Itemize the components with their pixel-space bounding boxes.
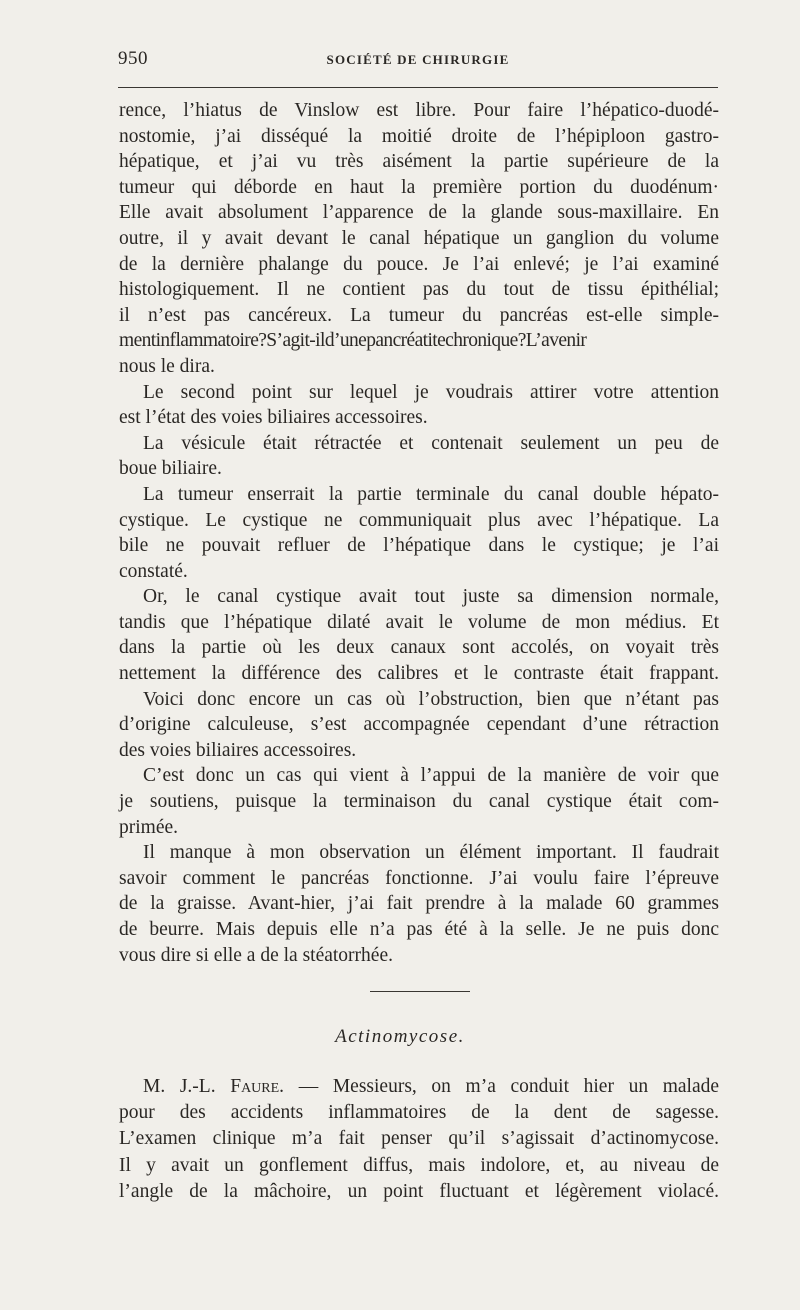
text-line: vous dire si elle a de la stéatorrhée. [119, 944, 393, 966]
page-number: 950 [118, 48, 148, 69]
text-line: primée. [119, 816, 179, 838]
text-line: La vésicule était rétractée et contenait seulement un peu de [143, 432, 719, 454]
text-line: dans la partie où les deux canaux sont accolés, on voyait très [119, 637, 719, 659]
text-line: L’examen clinique m’a fait penser qu’il s’agissait d’actinomycose. [119, 1128, 719, 1150]
text-line: tumeur qui déborde en haut la première portion du duodénum· [119, 176, 719, 198]
text-line [119, 1074, 719, 1100]
text-line: tandis que l’hépatique dilaté avait le volume de mon médius. Et [119, 611, 719, 633]
text-line: nettement la différence des calibres et le contraste était frappant. [119, 663, 719, 685]
body-text [119, 98, 719, 968]
text-line: Il y avait un gonflement diffus, mais indolore, et, au niveau de [119, 1154, 719, 1176]
text-line: nous le dira. [119, 355, 215, 377]
text-line: de la graisse. Avant-hier, j’ai fait prendre à la malade 60 grammes [119, 893, 719, 915]
text-line: savoir comment le pancréas fonctionne. J’ai voulu faire l’épreuve [119, 867, 719, 889]
text-line: je soutiens, puisque la terminaison du canal cystique était com- [119, 791, 719, 813]
text-line: d’origine calculeuse, s’est accompagnée cependant d’une rétraction [119, 714, 719, 736]
text-line: bile ne pouvait refluer de l’hépatique dans le cystique; je l’ai [119, 535, 719, 557]
text-line: C’est donc un cas qui vient à l’appui de la manière de voir que [143, 765, 719, 787]
text-line: Il manque à mon observation un élément important. Il faudrait [143, 842, 719, 864]
text-line: de beurre. Mais depuis elle n’a pas été à la selle. Je ne puis donc [119, 919, 719, 940]
section-title: Actinomycose. [335, 1026, 465, 1047]
text-line: La tumeur enserrait la partie terminale du canal double hépato- [143, 483, 719, 505]
text-line-rest: — Messieurs, on m’a conduit hier un malade [298, 1076, 720, 1097]
speaker-name: M. J.-L. Faure. [143, 1076, 285, 1097]
text-line: l’angle de la mâchoire, un point fluctuant et légèrement violacé. [119, 1180, 719, 1202]
text-line: Le second point sur lequel je voudrais attirer votre attention [143, 381, 719, 403]
text-line: est l’état des voies biliaires accessoires. [119, 407, 428, 429]
text-line: Voici donc encore un cas où l’obstruction, bien que n’étant pas [143, 688, 719, 710]
text-line: Elle avait absolument l’apparence de la glande sous-maxillaire. En [119, 202, 719, 224]
text-line: mentinflammatoire?S’agit-ild’unepancréatitechronique?L’avenir [119, 330, 587, 352]
text-line: des voies biliaires accessoires. [119, 739, 357, 761]
text-line: constaté. [119, 560, 188, 582]
text-line: histologiquement. Il ne contient pas du tout de tissu épithélial; [119, 279, 719, 301]
section-separator-rule [370, 991, 470, 992]
text-line: outre, il y avait devant le canal hépatique un ganglion du volume [119, 227, 719, 249]
text-line: pour des accidents inflammatoires de la dent de sagesse. [119, 1102, 719, 1124]
running-title: SOCIÉTÉ DE CHIRURGIE [326, 52, 510, 67]
text-line: hépatique, et j’ai vu très aisément la partie supérieure de la [119, 151, 719, 173]
text-line: rence, l’hiatus de Vinslow est libre. Pour faire l’hépatico-duodé- [119, 100, 719, 121]
text-line: cystique. Le cystique ne communiquait plus avec l’hépatique. La [119, 509, 719, 531]
page-header [118, 48, 718, 72]
text-line: de la dernière phalange du pouce. Je l’ai enlevé; je l’ai examiné [119, 253, 719, 275]
header-rule [118, 87, 718, 88]
text-line: boue biliaire. [119, 458, 222, 480]
section-body-text [119, 1074, 719, 1205]
text-line: nostomie, j’ai disséqué la moitié droite de l’hépiploon gastro- [119, 125, 719, 147]
text-line: il n’est pas cancéreux. La tumeur du pancréas est-elle simple- [119, 304, 719, 326]
text-line: Or, le canal cystique avait tout juste sa dimension normale, [143, 586, 719, 608]
